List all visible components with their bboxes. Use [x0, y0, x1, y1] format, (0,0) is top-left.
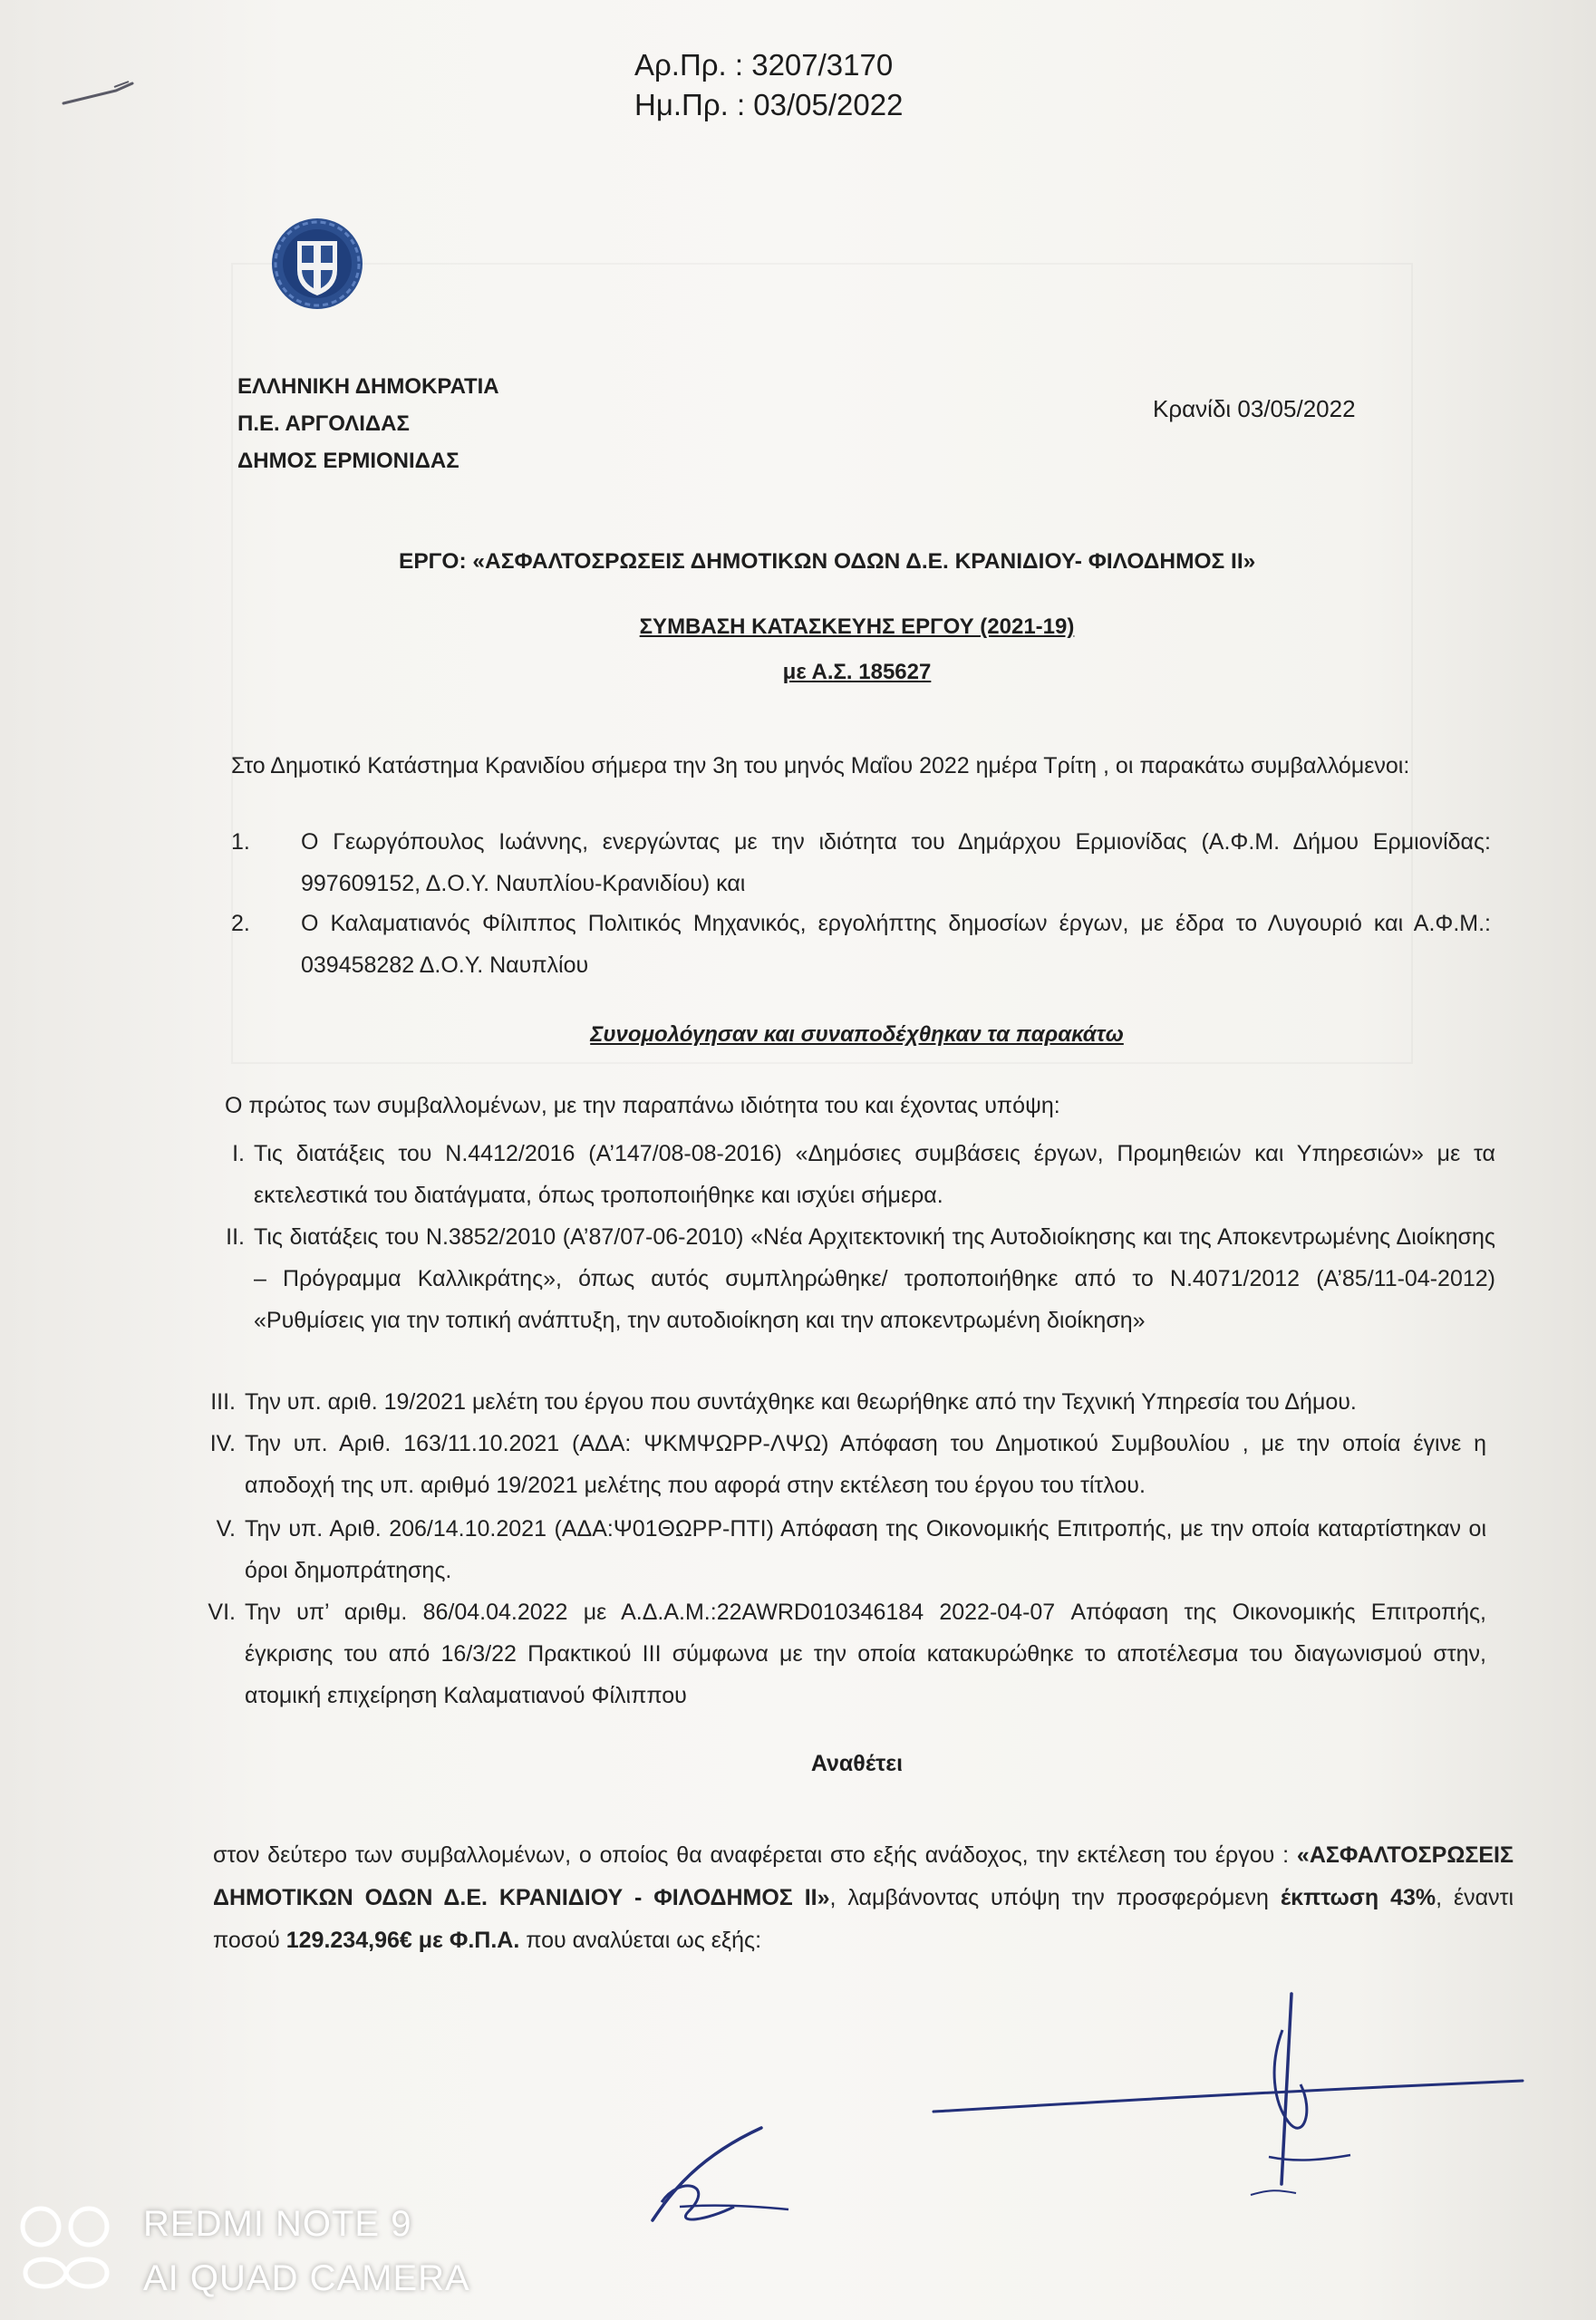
- assignment-paragraph: [213, 1834, 1514, 1962]
- assignment-text: στον δεύτερο των συμβαλλομένων, ο οποίος θα αναφέρεται στο εξής ανάδοχος, την εκτέλεση του έργου :: [213, 1842, 1297, 1868]
- place-and-date: Κρανίδι 03/05/2022: [1153, 395, 1356, 422]
- party-item: [231, 903, 1491, 986]
- clause-number: III.: [210, 1389, 236, 1415]
- project-name-bold: «ΑΣΦΑΛΤΟΣΡΩΣΕΙΣ ΔΗΜΟΤΙΚΩΝ ΟΔΩΝ Δ.Ε. ΚΡΑΝΙΔΙΟΥ - ΦΙΛΟΔΗΜΟΣ ΙΙ»: [213, 1842, 1514, 1910]
- project-title: ΕΡΓΟ: «ΑΣΦΑΛΤΟΣΡΩΣΕΙΣ ΔΗΜΟΤΙΚΩΝ ΟΔΩΝ Δ.Ε. ΚΡΑΝΙΔΙΟΥ- ΦΙΛΟΔΗΜΟΣ ΙΙ»: [399, 549, 1256, 574]
- clause-item: [172, 1381, 1486, 1423]
- assignment-text: , λαμβάνοντας υπόψη την προσφερόμενη: [829, 1885, 1281, 1910]
- camera-watermark: [16, 2197, 470, 2306]
- party-text: Ο Γεωργόπουλος Ιωάννης, ενεργώντας με την ιδιότητα του Δημάρχου Ερμιονίδας (Α.Φ.Μ. Δήμου Ερμιονίδας: 997609152, Δ.Ο.Υ. Ναυπλίου-Κρανιδίου) και: [301, 829, 1491, 896]
- watermark-model: REDMI NOTE 9: [143, 2204, 412, 2244]
- clause-item: [172, 1423, 1486, 1506]
- party-text: Ο Καλαματιανός Φίλιππος Πολιτικός Μηχανικός, εργολήπτης δημοσίων έργων, με έδρα το Λυγουριό και Α.Φ.Μ.: 039458282 Δ.Ο.Υ. Ναυπλίου: [301, 911, 1491, 978]
- intro-paragraph: Στο Δημοτικό Κατάστημα Κρανιδίου σήμερα την 3η του μηνός Μαΐου 2022 ημέρα Τρίτη , οι παρακάτω συμβαλλόμενοι:: [231, 753, 1410, 778]
- protocol-number: Αρ.Πρ. : 3207/3170: [634, 48, 894, 82]
- greek-coat-of-arms-icon: [267, 214, 367, 314]
- amount-bold: 129.234,96€ με Φ.Π.Α.: [285, 1928, 520, 1953]
- mayor-signature: [924, 1976, 1541, 2202]
- contractor-signature: [634, 2121, 816, 2238]
- authority-region: Π.Ε. ΑΡΓΟΛΙΔΑΣ: [237, 411, 410, 436]
- as-reference: με Α.Σ. 185627: [782, 660, 932, 684]
- clause-item: [172, 1591, 1486, 1716]
- clause-text: Την υπ. Αριθ. 206/14.10.2021 (ΑΔΑ:Ψ01ΘΩΡΡ-ΠΤΙ) Απόφαση της Οικονομικής Επιτροπής, με την οποία καταρτίστηκαν οι όροι δημοπράτησης.: [245, 1516, 1486, 1583]
- clause-item: [181, 1216, 1495, 1341]
- protocol-reference: [634, 45, 903, 125]
- issuing-authority: [237, 368, 499, 479]
- authority-municipality: ΔΗΜΟΣ ΕΡΜΙΟΝΙΔΑΣ: [237, 449, 459, 473]
- clause-number: II.: [226, 1224, 245, 1250]
- clause-text: Την υπ’ αριθμ. 86/04.04.2022 με Α.Δ.Α.Μ.:22AWRD010346184 2022-04-07 Απόφαση της Οικονομικής Επιτροπής, έγκρισης του από 16/3/22 Πρακτικού ΙΙΙ σύμφωνα με την οποία κατακυρώθηκε το αποτέλεσμα του διαγωνισμού στην, ατομική επιχείρηση Καλαματιανού Φίλιππου: [245, 1600, 1486, 1708]
- party-item: [231, 821, 1491, 904]
- camera-ai-logo-icon: [16, 2202, 116, 2293]
- clause-number: IV.: [209, 1431, 236, 1456]
- contract-title: ΣΥΜΒΑΣΗ ΚΑΤΑΣΚΕΥΗΣ ΕΡΓΟΥ (2021-19): [639, 614, 1075, 639]
- discount-bold: έκπτωση 43%: [1280, 1885, 1436, 1910]
- clause-number: I.: [232, 1141, 245, 1166]
- first-party-intro: Ο πρώτος των συμβαλλομένων, με την παραπάνω ιδιότητα του και έχοντας υπόψη:: [225, 1093, 1060, 1118]
- clause-number: V.: [216, 1516, 236, 1542]
- assignment-text: , έναντι ποσού: [213, 1885, 1514, 1953]
- watermark-camera: AI QUAD CAMERA: [143, 2258, 470, 2298]
- agreed-heading: Συνομολόγησαν και συναποδέχθηκαν τα παρακάτω: [590, 1022, 1124, 1047]
- assigns-heading: Αναθέτει: [810, 1751, 904, 1776]
- authority-republic: ΕΛΛΗΝΙΚΗ ΔΗΜΟΚΡΑΤΙΑ: [237, 374, 499, 399]
- clause-text: Την υπ. Αριθ. 163/11.10.2021 (ΑΔΑ: ΨΚΜΨΩΡΡ-ΛΨΩ) Απόφαση του Δημοτικού Συμβουλίου , με την οποία έγινε η αποδοχή της υπ. αριθμό 19/2021 μελέτης που αφορά στην εκτέλεση του έργου του τίτλου.: [245, 1431, 1486, 1498]
- clause-item: [181, 1133, 1495, 1216]
- pen-stroke-mark: [62, 74, 143, 111]
- clause-text: Την υπ. αριθ. 19/2021 μελέτη του έργου που συντάχθηκε και θεωρήθηκε από την Τεχνική Υπηρεσία του Δήμου.: [245, 1389, 1357, 1415]
- clause-text: Τις διατάξεις του Ν.3852/2010 (Α’87/07-06-2010) «Νέα Αρχιτεκτονική της Αυτοδιοίκησης και της Αποκεντρωμένης Διοίκησης – Πρόγραμμα Καλλικράτης», όπως αυτός συμπληρώθηκε/ τροποποιήθηκε από το Ν.4071/2012 (Α’85/11-04-2012) «Ρυθμίσεις για την τοπική ανάπτυξη, την αυτοδιοίκηση και την αποκεντρωμένη διοίκηση»: [254, 1224, 1495, 1333]
- clause-item: [172, 1508, 1486, 1591]
- protocol-date: Ημ.Πρ. : 03/05/2022: [634, 88, 904, 121]
- clause-number: VI.: [208, 1600, 236, 1625]
- clause-text: Τις διατάξεις του Ν.4412/2016 (Α’147/08-08-2016) «Δημόσιες συμβάσεις έργων, Προμηθειών και Υπηρεσιών» με τα εκτελεστικά του διατάγματα, όπως τροποποιήθηκε και ισχύει σήμερα.: [254, 1141, 1495, 1208]
- assignment-text: που αναλύεται ως εξής:: [519, 1928, 762, 1953]
- party-number: 1.: [231, 829, 250, 855]
- party-number: 2.: [231, 911, 250, 936]
